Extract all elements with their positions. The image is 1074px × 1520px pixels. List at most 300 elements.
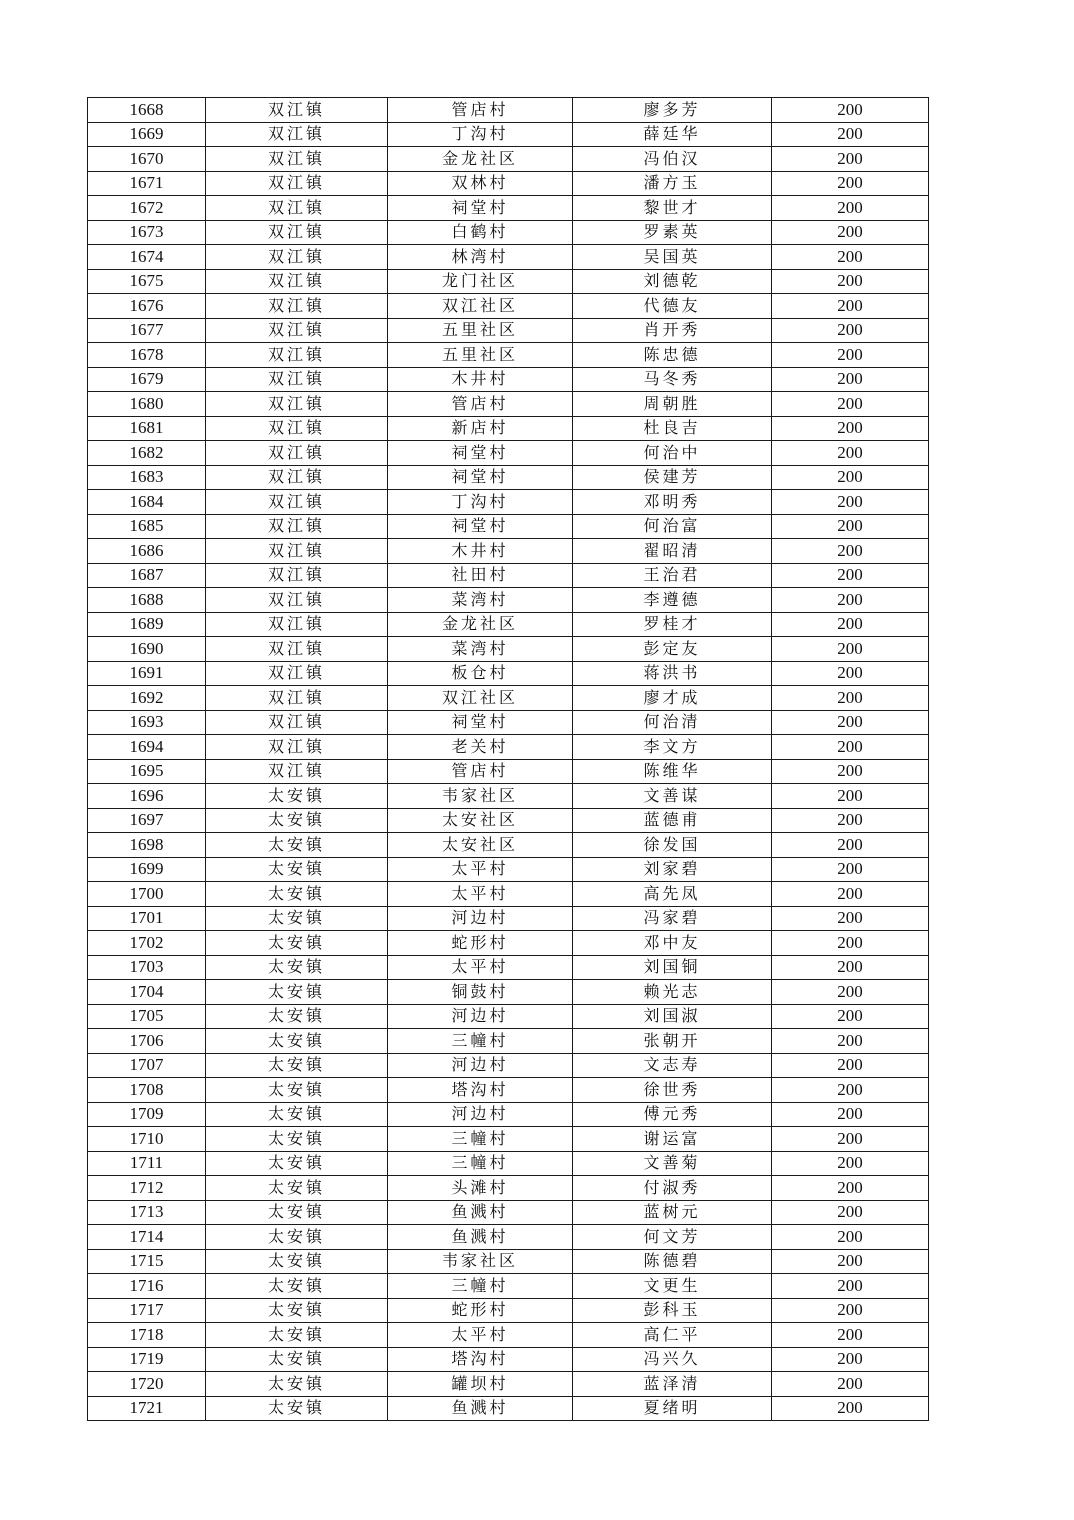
cell-person-name: 代德友 xyxy=(573,294,772,319)
cell-amount: 200 xyxy=(772,294,929,319)
cell-person-name: 何治富 xyxy=(573,514,772,539)
cell-amount: 200 xyxy=(772,1127,929,1152)
cell-person-name: 徐发国 xyxy=(573,833,772,858)
table-row xyxy=(88,1396,929,1421)
cell-serial-number: 1706 xyxy=(88,1029,206,1054)
cell-village: 祠堂村 xyxy=(388,441,573,466)
cell-serial-number: 1715 xyxy=(88,1249,206,1274)
cell-amount: 200 xyxy=(772,171,929,196)
table-row xyxy=(88,906,929,931)
cell-town: 太安镇 xyxy=(206,833,388,858)
cell-serial-number: 1669 xyxy=(88,122,206,147)
cell-serial-number: 1720 xyxy=(88,1372,206,1397)
cell-serial-number: 1680 xyxy=(88,392,206,417)
cell-village: 三幢村 xyxy=(388,1274,573,1299)
table-row xyxy=(88,1151,929,1176)
cell-amount: 200 xyxy=(772,588,929,613)
cell-amount: 200 xyxy=(772,1298,929,1323)
table-row xyxy=(88,220,929,245)
cell-serial-number: 1673 xyxy=(88,220,206,245)
table-row xyxy=(88,1298,929,1323)
cell-person-name: 廖才成 xyxy=(573,686,772,711)
cell-village: 太平村 xyxy=(388,882,573,907)
cell-town: 双江镇 xyxy=(206,318,388,343)
cell-amount: 200 xyxy=(772,735,929,760)
cell-serial-number: 1718 xyxy=(88,1323,206,1348)
cell-town: 太安镇 xyxy=(206,1078,388,1103)
cell-amount: 200 xyxy=(772,1372,929,1397)
cell-amount: 200 xyxy=(772,1249,929,1274)
table-row xyxy=(88,1078,929,1103)
table-row xyxy=(88,1200,929,1225)
cell-village: 社田村 xyxy=(388,563,573,588)
cell-serial-number: 1695 xyxy=(88,759,206,784)
cell-town: 双江镇 xyxy=(206,735,388,760)
cell-village: 罐坝村 xyxy=(388,1372,573,1397)
cell-serial-number: 1687 xyxy=(88,563,206,588)
cell-amount: 200 xyxy=(772,1176,929,1201)
cell-village: 五里社区 xyxy=(388,343,573,368)
cell-town: 太安镇 xyxy=(206,1029,388,1054)
table-row xyxy=(88,857,929,882)
cell-town: 太安镇 xyxy=(206,1225,388,1250)
cell-serial-number: 1713 xyxy=(88,1200,206,1225)
table-row xyxy=(88,465,929,490)
cell-serial-number: 1685 xyxy=(88,514,206,539)
cell-amount: 200 xyxy=(772,98,929,123)
cell-town: 双江镇 xyxy=(206,539,388,564)
cell-amount: 200 xyxy=(772,441,929,466)
cell-town: 双江镇 xyxy=(206,269,388,294)
cell-town: 双江镇 xyxy=(206,343,388,368)
cell-town: 双江镇 xyxy=(206,245,388,270)
cell-village: 板仓村 xyxy=(388,661,573,686)
cell-town: 太安镇 xyxy=(206,1004,388,1029)
cell-village: 韦家社区 xyxy=(388,1249,573,1274)
cell-serial-number: 1721 xyxy=(88,1396,206,1421)
cell-village: 三幢村 xyxy=(388,1029,573,1054)
table-row xyxy=(88,1347,929,1372)
cell-town: 太安镇 xyxy=(206,955,388,980)
cell-town: 双江镇 xyxy=(206,490,388,515)
table-row xyxy=(88,269,929,294)
cell-village: 管店村 xyxy=(388,98,573,123)
cell-person-name: 邓中友 xyxy=(573,931,772,956)
cell-village: 菜湾村 xyxy=(388,637,573,662)
cell-town: 双江镇 xyxy=(206,392,388,417)
cell-town: 双江镇 xyxy=(206,294,388,319)
cell-amount: 200 xyxy=(772,490,929,515)
cell-serial-number: 1700 xyxy=(88,882,206,907)
cell-person-name: 周朝胜 xyxy=(573,392,772,417)
cell-town: 太安镇 xyxy=(206,882,388,907)
cell-town: 太安镇 xyxy=(206,1274,388,1299)
table-row xyxy=(88,490,929,515)
cell-serial-number: 1681 xyxy=(88,416,206,441)
cell-amount: 200 xyxy=(772,1347,929,1372)
table-row xyxy=(88,588,929,613)
cell-serial-number: 1717 xyxy=(88,1298,206,1323)
cell-amount: 200 xyxy=(772,1200,929,1225)
cell-town: 双江镇 xyxy=(206,563,388,588)
cell-village: 蛇形村 xyxy=(388,1298,573,1323)
cell-person-name: 马冬秀 xyxy=(573,367,772,392)
table-row xyxy=(88,980,929,1005)
cell-amount: 200 xyxy=(772,1323,929,1348)
cell-village: 河边村 xyxy=(388,1102,573,1127)
cell-person-name: 陈德碧 xyxy=(573,1249,772,1274)
table-row xyxy=(88,1102,929,1127)
cell-serial-number: 1678 xyxy=(88,343,206,368)
table-row xyxy=(88,637,929,662)
cell-person-name: 邓明秀 xyxy=(573,490,772,515)
cell-amount: 200 xyxy=(772,784,929,809)
cell-village: 蛇形村 xyxy=(388,931,573,956)
cell-village: 龙门社区 xyxy=(388,269,573,294)
cell-town: 双江镇 xyxy=(206,612,388,637)
cell-serial-number: 1703 xyxy=(88,955,206,980)
cell-town: 双江镇 xyxy=(206,661,388,686)
cell-amount: 200 xyxy=(772,196,929,221)
table-row xyxy=(88,1053,929,1078)
cell-serial-number: 1693 xyxy=(88,710,206,735)
cell-person-name: 李文方 xyxy=(573,735,772,760)
table-row xyxy=(88,1029,929,1054)
cell-village: 金龙社区 xyxy=(388,147,573,172)
cell-serial-number: 1682 xyxy=(88,441,206,466)
cell-person-name: 文善谋 xyxy=(573,784,772,809)
roster-table xyxy=(87,97,929,1421)
cell-serial-number: 1712 xyxy=(88,1176,206,1201)
cell-town: 太安镇 xyxy=(206,1396,388,1421)
cell-serial-number: 1689 xyxy=(88,612,206,637)
cell-serial-number: 1707 xyxy=(88,1053,206,1078)
cell-village: 管店村 xyxy=(388,759,573,784)
cell-person-name: 潘方玉 xyxy=(573,171,772,196)
cell-person-name: 刘国铜 xyxy=(573,955,772,980)
table-row xyxy=(88,245,929,270)
cell-town: 双江镇 xyxy=(206,98,388,123)
cell-serial-number: 1699 xyxy=(88,857,206,882)
cell-person-name: 冯兴久 xyxy=(573,1347,772,1372)
cell-person-name: 赖光志 xyxy=(573,980,772,1005)
cell-village: 太平村 xyxy=(388,955,573,980)
cell-town: 太安镇 xyxy=(206,1323,388,1348)
cell-town: 双江镇 xyxy=(206,514,388,539)
cell-village: 木井村 xyxy=(388,367,573,392)
cell-person-name: 肖开秀 xyxy=(573,318,772,343)
table-row xyxy=(88,955,929,980)
cell-village: 丁沟村 xyxy=(388,490,573,515)
table-row xyxy=(88,98,929,123)
cell-town: 双江镇 xyxy=(206,171,388,196)
table-row xyxy=(88,882,929,907)
cell-person-name: 罗桂才 xyxy=(573,612,772,637)
cell-serial-number: 1679 xyxy=(88,367,206,392)
cell-town: 双江镇 xyxy=(206,122,388,147)
cell-person-name: 何治中 xyxy=(573,441,772,466)
cell-serial-number: 1686 xyxy=(88,539,206,564)
cell-person-name: 王治君 xyxy=(573,563,772,588)
cell-serial-number: 1688 xyxy=(88,588,206,613)
cell-village: 新店村 xyxy=(388,416,573,441)
cell-serial-number: 1672 xyxy=(88,196,206,221)
table-row xyxy=(88,563,929,588)
cell-person-name: 刘德乾 xyxy=(573,269,772,294)
cell-town: 太安镇 xyxy=(206,906,388,931)
table-row xyxy=(88,759,929,784)
cell-town: 双江镇 xyxy=(206,686,388,711)
cell-person-name: 蓝泽清 xyxy=(573,1372,772,1397)
cell-amount: 200 xyxy=(772,147,929,172)
cell-serial-number: 1716 xyxy=(88,1274,206,1299)
cell-village: 老关村 xyxy=(388,735,573,760)
cell-amount: 200 xyxy=(772,245,929,270)
cell-town: 双江镇 xyxy=(206,196,388,221)
cell-person-name: 彭科玉 xyxy=(573,1298,772,1323)
cell-amount: 200 xyxy=(772,1102,929,1127)
table-row xyxy=(88,833,929,858)
cell-village: 木井村 xyxy=(388,539,573,564)
cell-village: 祠堂村 xyxy=(388,710,573,735)
cell-amount: 200 xyxy=(772,465,929,490)
cell-village: 双江社区 xyxy=(388,294,573,319)
table-row xyxy=(88,1225,929,1250)
cell-person-name: 陈维华 xyxy=(573,759,772,784)
table-row xyxy=(88,686,929,711)
roster-table-body xyxy=(88,98,929,1421)
cell-village: 河边村 xyxy=(388,1053,573,1078)
cell-amount: 200 xyxy=(772,514,929,539)
table-row xyxy=(88,808,929,833)
cell-person-name: 文善菊 xyxy=(573,1151,772,1176)
table-row xyxy=(88,416,929,441)
cell-village: 五里社区 xyxy=(388,318,573,343)
cell-amount: 200 xyxy=(772,539,929,564)
table-row xyxy=(88,122,929,147)
cell-person-name: 蓝树元 xyxy=(573,1200,772,1225)
cell-amount: 200 xyxy=(772,269,929,294)
cell-serial-number: 1709 xyxy=(88,1102,206,1127)
cell-person-name: 吴国英 xyxy=(573,245,772,270)
table-row xyxy=(88,539,929,564)
cell-amount: 200 xyxy=(772,1004,929,1029)
table-row xyxy=(88,710,929,735)
cell-town: 太安镇 xyxy=(206,1102,388,1127)
cell-person-name: 张朝开 xyxy=(573,1029,772,1054)
table-row xyxy=(88,931,929,956)
cell-town: 太安镇 xyxy=(206,1249,388,1274)
cell-serial-number: 1675 xyxy=(88,269,206,294)
cell-serial-number: 1668 xyxy=(88,98,206,123)
cell-person-name: 李遵德 xyxy=(573,588,772,613)
cell-person-name: 刘国淑 xyxy=(573,1004,772,1029)
cell-town: 太安镇 xyxy=(206,1176,388,1201)
cell-person-name: 刘家碧 xyxy=(573,857,772,882)
table-row xyxy=(88,1274,929,1299)
cell-village: 祠堂村 xyxy=(388,465,573,490)
cell-village: 太平村 xyxy=(388,857,573,882)
table-row xyxy=(88,1176,929,1201)
cell-village: 双江社区 xyxy=(388,686,573,711)
cell-person-name: 翟昭清 xyxy=(573,539,772,564)
table-row xyxy=(88,318,929,343)
cell-town: 太安镇 xyxy=(206,1372,388,1397)
cell-serial-number: 1705 xyxy=(88,1004,206,1029)
cell-town: 太安镇 xyxy=(206,808,388,833)
cell-amount: 200 xyxy=(772,343,929,368)
cell-person-name: 侯建芳 xyxy=(573,465,772,490)
cell-amount: 200 xyxy=(772,710,929,735)
cell-village: 头滩村 xyxy=(388,1176,573,1201)
cell-amount: 200 xyxy=(772,1396,929,1421)
cell-village: 河边村 xyxy=(388,906,573,931)
table-row xyxy=(88,661,929,686)
cell-serial-number: 1704 xyxy=(88,980,206,1005)
cell-amount: 200 xyxy=(772,122,929,147)
cell-town: 双江镇 xyxy=(206,416,388,441)
cell-town: 太安镇 xyxy=(206,1200,388,1225)
cell-amount: 200 xyxy=(772,1029,929,1054)
cell-village: 丁沟村 xyxy=(388,122,573,147)
cell-town: 太安镇 xyxy=(206,1053,388,1078)
cell-town: 双江镇 xyxy=(206,220,388,245)
cell-serial-number: 1692 xyxy=(88,686,206,711)
cell-amount: 200 xyxy=(772,931,929,956)
table-row xyxy=(88,343,929,368)
cell-village: 白鹤村 xyxy=(388,220,573,245)
cell-town: 太安镇 xyxy=(206,1151,388,1176)
cell-serial-number: 1684 xyxy=(88,490,206,515)
cell-person-name: 彭定友 xyxy=(573,637,772,662)
table-row xyxy=(88,612,929,637)
cell-village: 双林村 xyxy=(388,171,573,196)
cell-town: 双江镇 xyxy=(206,465,388,490)
cell-person-name: 高先凤 xyxy=(573,882,772,907)
cell-amount: 200 xyxy=(772,392,929,417)
cell-amount: 200 xyxy=(772,955,929,980)
cell-amount: 200 xyxy=(772,563,929,588)
cell-town: 双江镇 xyxy=(206,588,388,613)
table-row xyxy=(88,1004,929,1029)
cell-town: 太安镇 xyxy=(206,1347,388,1372)
cell-town: 双江镇 xyxy=(206,759,388,784)
cell-person-name: 廖多芳 xyxy=(573,98,772,123)
table-row xyxy=(88,367,929,392)
cell-serial-number: 1676 xyxy=(88,294,206,319)
cell-person-name: 夏绪明 xyxy=(573,1396,772,1421)
table-row xyxy=(88,392,929,417)
cell-amount: 200 xyxy=(772,1053,929,1078)
cell-serial-number: 1670 xyxy=(88,147,206,172)
table-row xyxy=(88,147,929,172)
cell-person-name: 冯家碧 xyxy=(573,906,772,931)
cell-town: 太安镇 xyxy=(206,980,388,1005)
cell-village: 三幢村 xyxy=(388,1127,573,1152)
cell-village: 金龙社区 xyxy=(388,612,573,637)
cell-amount: 200 xyxy=(772,612,929,637)
cell-village: 菜湾村 xyxy=(388,588,573,613)
cell-serial-number: 1674 xyxy=(88,245,206,270)
cell-village: 林湾村 xyxy=(388,245,573,270)
cell-serial-number: 1677 xyxy=(88,318,206,343)
table-row xyxy=(88,1323,929,1348)
table-row xyxy=(88,171,929,196)
cell-serial-number: 1671 xyxy=(88,171,206,196)
table-row xyxy=(88,735,929,760)
cell-serial-number: 1714 xyxy=(88,1225,206,1250)
cell-amount: 200 xyxy=(772,637,929,662)
cell-amount: 200 xyxy=(772,367,929,392)
cell-amount: 200 xyxy=(772,661,929,686)
cell-serial-number: 1702 xyxy=(88,931,206,956)
cell-village: 太平村 xyxy=(388,1323,573,1348)
cell-person-name: 薛廷华 xyxy=(573,122,772,147)
cell-village: 韦家社区 xyxy=(388,784,573,809)
cell-serial-number: 1690 xyxy=(88,637,206,662)
cell-amount: 200 xyxy=(772,686,929,711)
cell-serial-number: 1710 xyxy=(88,1127,206,1152)
cell-serial-number: 1697 xyxy=(88,808,206,833)
cell-town: 双江镇 xyxy=(206,441,388,466)
cell-village: 河边村 xyxy=(388,1004,573,1029)
cell-village: 三幢村 xyxy=(388,1151,573,1176)
table-row xyxy=(88,441,929,466)
cell-amount: 200 xyxy=(772,1151,929,1176)
cell-serial-number: 1691 xyxy=(88,661,206,686)
cell-person-name: 罗素英 xyxy=(573,220,772,245)
cell-person-name: 何文芳 xyxy=(573,1225,772,1250)
cell-village: 铜鼓村 xyxy=(388,980,573,1005)
cell-amount: 200 xyxy=(772,808,929,833)
cell-amount: 200 xyxy=(772,1274,929,1299)
cell-amount: 200 xyxy=(772,1078,929,1103)
cell-serial-number: 1696 xyxy=(88,784,206,809)
cell-person-name: 文志寿 xyxy=(573,1053,772,1078)
cell-amount: 200 xyxy=(772,906,929,931)
cell-town: 太安镇 xyxy=(206,1127,388,1152)
cell-village: 鱼溅村 xyxy=(388,1225,573,1250)
table-row xyxy=(88,1372,929,1397)
cell-person-name: 高仁平 xyxy=(573,1323,772,1348)
cell-person-name: 冯伯汉 xyxy=(573,147,772,172)
cell-amount: 200 xyxy=(772,980,929,1005)
cell-town: 太安镇 xyxy=(206,784,388,809)
cell-serial-number: 1719 xyxy=(88,1347,206,1372)
cell-town: 双江镇 xyxy=(206,710,388,735)
cell-person-name: 陈忠德 xyxy=(573,343,772,368)
table-row xyxy=(88,1249,929,1274)
cell-town: 双江镇 xyxy=(206,637,388,662)
cell-serial-number: 1701 xyxy=(88,906,206,931)
cell-village: 太安社区 xyxy=(388,808,573,833)
cell-person-name: 蒋洪书 xyxy=(573,661,772,686)
cell-person-name: 蓝德甫 xyxy=(573,808,772,833)
cell-amount: 200 xyxy=(772,1225,929,1250)
cell-person-name: 谢运富 xyxy=(573,1127,772,1152)
cell-serial-number: 1698 xyxy=(88,833,206,858)
cell-amount: 200 xyxy=(772,857,929,882)
table-row xyxy=(88,196,929,221)
cell-village: 塔沟村 xyxy=(388,1078,573,1103)
table-row xyxy=(88,784,929,809)
cell-town: 太安镇 xyxy=(206,857,388,882)
cell-town: 太安镇 xyxy=(206,931,388,956)
cell-person-name: 何治清 xyxy=(573,710,772,735)
cell-village: 鱼溅村 xyxy=(388,1200,573,1225)
cell-amount: 200 xyxy=(772,318,929,343)
cell-person-name: 杜良吉 xyxy=(573,416,772,441)
